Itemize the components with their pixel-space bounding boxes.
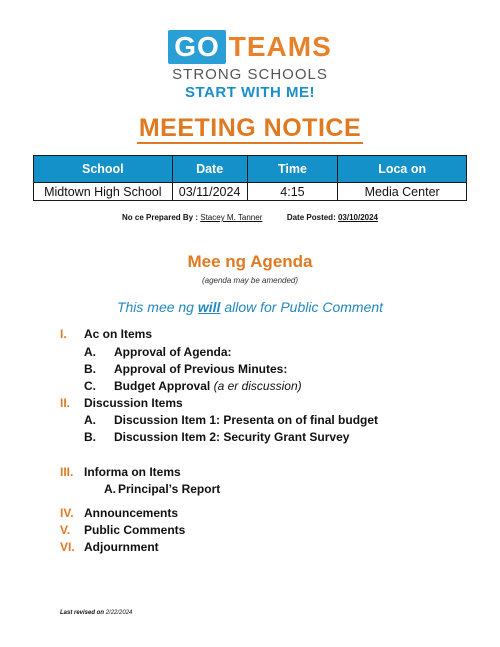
logo-tagline-1: STRONG SCHOOLS: [172, 66, 328, 83]
table-header-row: [34, 156, 467, 183]
agenda-title: Mee ng Agenda: [187, 252, 313, 271]
logo-tagline-2: START WITH ME!: [184, 84, 316, 101]
amended-note: (agenda may be amended): [201, 276, 299, 285]
prepared-name: Stacey M. Tanner: [200, 213, 263, 222]
logo-mark: [168, 30, 332, 64]
goteams-logo: [0, 30, 500, 101]
table-row: [34, 183, 467, 201]
logo-go: GO: [168, 30, 226, 64]
logo-teams: TEAMS: [228, 31, 332, 62]
meeting-info-table: [33, 155, 467, 201]
posted-label: Date Posted:: [286, 213, 336, 222]
posted-date: 03/10/2024: [337, 213, 379, 222]
cell-location: Media Center: [338, 183, 467, 201]
cell-time: 4:15: [247, 183, 338, 201]
cell-date: 03/11/2024: [172, 183, 247, 201]
header-time: Time: [247, 156, 338, 183]
page-title: MEETING NOTICE: [138, 114, 362, 142]
prepared-label: No ce Prepared By :: [121, 213, 199, 222]
cell-school: Midtown High School: [34, 183, 173, 201]
header-school: School: [34, 156, 173, 183]
header-date: Date: [172, 156, 247, 183]
header-location: Loca on: [338, 156, 467, 183]
prepared-by-line: [0, 213, 500, 222]
revised-note: Last revised on 2/22/2024: [60, 610, 133, 616]
public-comment-note: This mee ng will allow for Public Comment: [116, 299, 384, 315]
